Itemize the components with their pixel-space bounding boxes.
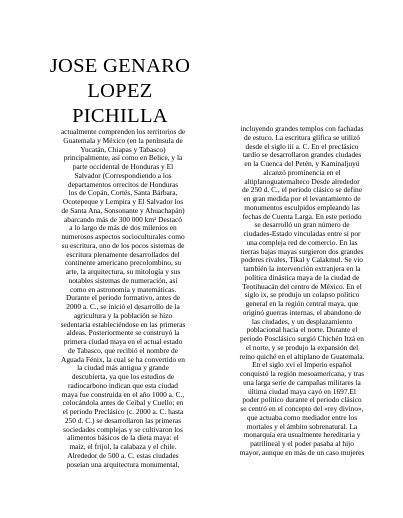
text-line: ciudades-Estado vinculadas entre sí por (243, 229, 361, 238)
text-line: escritura plenamente desarrollados del (66, 249, 180, 259)
text-line: general en la región central maya, que (245, 299, 359, 308)
text-line: arte, la arquitectura, su mitología y sus (65, 267, 181, 276)
text-line: 250 d. C.) se desarrollaron las primeras (64, 415, 182, 425)
text-line: altiplanoguatemalteco Desde alrededor (244, 176, 360, 186)
text-line: actualmente comprenden los territorios de (60, 127, 186, 136)
text-line: en gran medida por el levantamiento de (243, 194, 361, 203)
text-line: continente americano precolombino, su (64, 258, 182, 268)
text-line: poder político durante el periodo clásico (242, 395, 362, 405)
text-line: monumentos esculpidos empleando las (244, 202, 360, 212)
text-line: última ciudad maya cayó en 1697.El (248, 386, 356, 396)
text-line: Durante el periodo formativo, antes de (65, 293, 181, 303)
text-line: una compleja red de comercio. En las (246, 237, 358, 247)
text-line: mortales y el ámbito sobrenatural. La (246, 421, 358, 431)
text-line: como en astronomía y matemáticas. (69, 284, 177, 294)
text-line: abarcando más de 300 000 km² Destacó (64, 214, 182, 224)
text-line: de Santa Ana, Sonsonante y Ahuachapán) (61, 205, 185, 215)
author-title (40, 54, 200, 129)
text-line: poblacional hacia el norte. Durante el (246, 325, 358, 335)
text-line: de estuco. La escritura glífica se utilizó (244, 132, 360, 142)
title-line: LOPEZ (87, 80, 153, 102)
text-line: a lo largo de más de dos milenios en (69, 223, 177, 233)
text-line: principalmente, así como en Belice, y la (63, 153, 183, 163)
text-line: Salvador (Correspondiendo a los (74, 170, 172, 180)
text-line: parte occidental de Honduras y El (72, 162, 174, 171)
left-text-column (26, 128, 220, 469)
text-line: la ciudad más antigua y grande (77, 363, 169, 373)
text-line: Yucatán, Chiapas y Tabasco) (80, 144, 166, 154)
text-line: los de Copán, Cortés, Santa Bárbara, (68, 188, 178, 198)
text-line: En el siglo xvi el Imperio español (252, 360, 352, 370)
text-line: primera ciudad maya en el actual estado (63, 337, 183, 346)
text-line: incluyendo grandes templos con fachadas (240, 124, 364, 133)
text-line: política dinástica maya de la ciudad de (244, 272, 360, 282)
text-line: maíz, el frijol, la calabaza y el chile. (69, 442, 177, 451)
text-line: también la intervención extranjera en la (243, 264, 361, 273)
text-line: siglo ix, se produjo un colapso político (244, 290, 360, 300)
text-line: tardío se desarrollaron grandes ciudades (242, 150, 362, 160)
title-line: JOSE GENARO (49, 55, 191, 77)
text-line: conquistó la región mesoamericana, y tras (239, 369, 365, 378)
text-line: en la Cuenca del Petén, y Kaminaljuyú (244, 159, 360, 168)
text-line: las ciudades, y un desplazamiento (251, 316, 353, 326)
text-line: fechas de Cuenta Larga. En este periodo (242, 211, 362, 221)
text-line: periodo Posclásico surgió Chichén Itzá en (239, 334, 365, 343)
text-line: departamentos orrecitos de Honduras (67, 179, 179, 189)
text-line: agricultura y la población se hizo (73, 310, 173, 320)
text-line: maya fue construida en el año 1000 a. C., (61, 389, 185, 399)
text-line: una larga serie de campañas militares la (243, 377, 361, 387)
text-line: poseían una arquitectura monumental, (66, 459, 180, 469)
text-line: colocándola antes de Ceibal y Cuello; en (62, 398, 184, 408)
text-line: desde el siglo iii a. C. En el preclásico (245, 141, 359, 151)
text-line: alcanzó prominencia en el (263, 167, 341, 177)
text-line: alimentos básicos de la dieta maya: el (67, 433, 179, 443)
text-line: poderes rivales, Tikal y Calakmul. Se vio (241, 255, 363, 265)
text-line: el norte, y se produjo la expansión del (245, 342, 359, 352)
text-line: Aguada Fénix, la cual se ha convertido en (61, 354, 185, 364)
text-line: el periodo Preclásico (c. 2000 a. C. hasta (62, 407, 184, 416)
text-line: monarquía era usualmente hereditaria y (243, 430, 361, 440)
text-line: se desarrolló un gran número de (254, 220, 350, 230)
text-line: originó guerras internas, el abandono de (242, 307, 362, 317)
text-line: se centró en el concepto del «rey divino», (240, 404, 364, 413)
text-line: radiocarbono indican que esta ciudad (68, 380, 178, 390)
text-line: aldeas. Posteriormente se construyó la (66, 328, 180, 338)
right-text-column (212, 125, 392, 458)
text-line: Alrededor de 500 a. C. estas ciudades (67, 450, 179, 460)
text-line: sedentaria estableciéndose en las primeras (60, 319, 186, 329)
text-line: mayor, aunque en más de un caso mujeres (239, 447, 365, 457)
text-line: numerosos aspectos socioculturales como (61, 232, 185, 241)
text-line: Ocotepeque y Lempira y El Salvador los (62, 197, 184, 206)
text-line: que actuaba como mediador entre los (246, 412, 358, 422)
text-line: descubierta, ya que los estudios de (71, 372, 175, 381)
text-line: de Tabasco, que recibió el nombre de (68, 345, 178, 355)
text-line: patrilineal y el poder pasaba al hijo (250, 439, 354, 448)
text-line: su escritura, uno de los pocos sistemas de (61, 240, 185, 250)
text-line: Teotihuacán del centro de México. En el (242, 281, 362, 291)
text-line: sociedades complejas y se cultivaron los (63, 424, 183, 434)
text-line: tierras bajas mayas surgieron dos grandes (240, 246, 364, 256)
title-line: PICHILLA (72, 105, 168, 127)
text-line: reino quiché en el altiplano de Guatemala. (239, 351, 365, 361)
text-line: Guatemala y México (en la península de (63, 135, 183, 145)
text-line: notables sistemas de numeración, así (68, 275, 178, 285)
text-line: 2000 a. C., se inició el desarrollo de la (66, 302, 180, 311)
text-line: de 250 d. C., el periodo clásico se define (241, 185, 363, 195)
